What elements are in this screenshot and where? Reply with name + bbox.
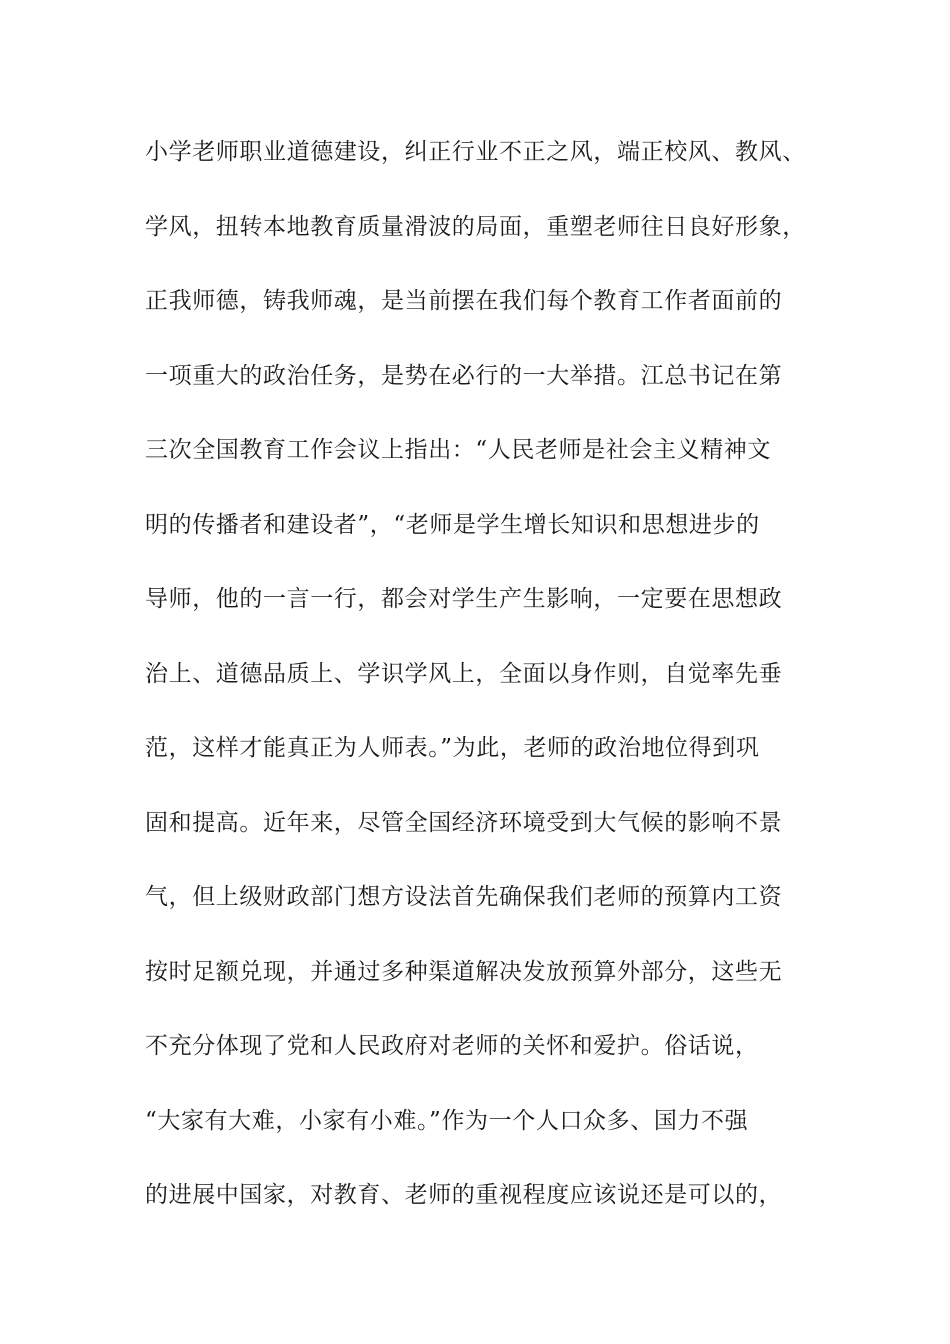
text-line-6: 明的传播者和建设者”，“老师是学生增长知识和思想进步的 — [145, 511, 760, 538]
text-line-3: 正我师德，铸我师魂，是当前摆在我们每个教育工作者面前的 — [145, 288, 783, 314]
text-line-11: 气，但上级财政部门想方设法首先确保我们老师的预算内工资 — [145, 884, 783, 910]
text-line-5: 三次全国教育工作会议上指出：“人民老师是社会主义精神文 — [145, 437, 771, 463]
text-line-2: 学风，扭转本地教育质量滑波的局面，重塑老师往日良好形象， — [145, 213, 806, 240]
text-line-12: 按时足额兑现，并通过多种渠道解决发放预算外部分，这些无 — [145, 958, 783, 985]
body-text — [145, 128, 825, 1246]
text-line-13: 不充分体现了党和人民政府对老师的关怀和爱护。俗话说， — [145, 1033, 759, 1059]
text-line-15: 的进展中国家，对教育、老师的重视程度应该说还是可以的， — [145, 1182, 783, 1208]
text-line-9: 范，这样才能真正为人师表。”为此，老师的政治地位得到巩 — [145, 735, 760, 761]
text-line-10: 固和提高。近年来，尽管全国经济环境受到大气候的影响不景 — [145, 809, 783, 836]
text-line-8: 治上、道德品质上、学识学风上，全面以身作则，自觉率先垂 — [145, 660, 783, 687]
text-line-7: 导师，他的一言一行，都会对学生产生影响，一定要在思想政 — [145, 586, 783, 612]
text-line-1: 小学老师职业道德建设，纠正行业不正之风，端正校风、教风、 — [145, 139, 806, 165]
text-line-4: 一项重大的政治任务，是势在必行的一大举措。江总书记在第 — [145, 362, 783, 389]
text-line-14: “大家有大难，小家有小难。”作为一个人口众多、国力不强 — [145, 1107, 749, 1134]
